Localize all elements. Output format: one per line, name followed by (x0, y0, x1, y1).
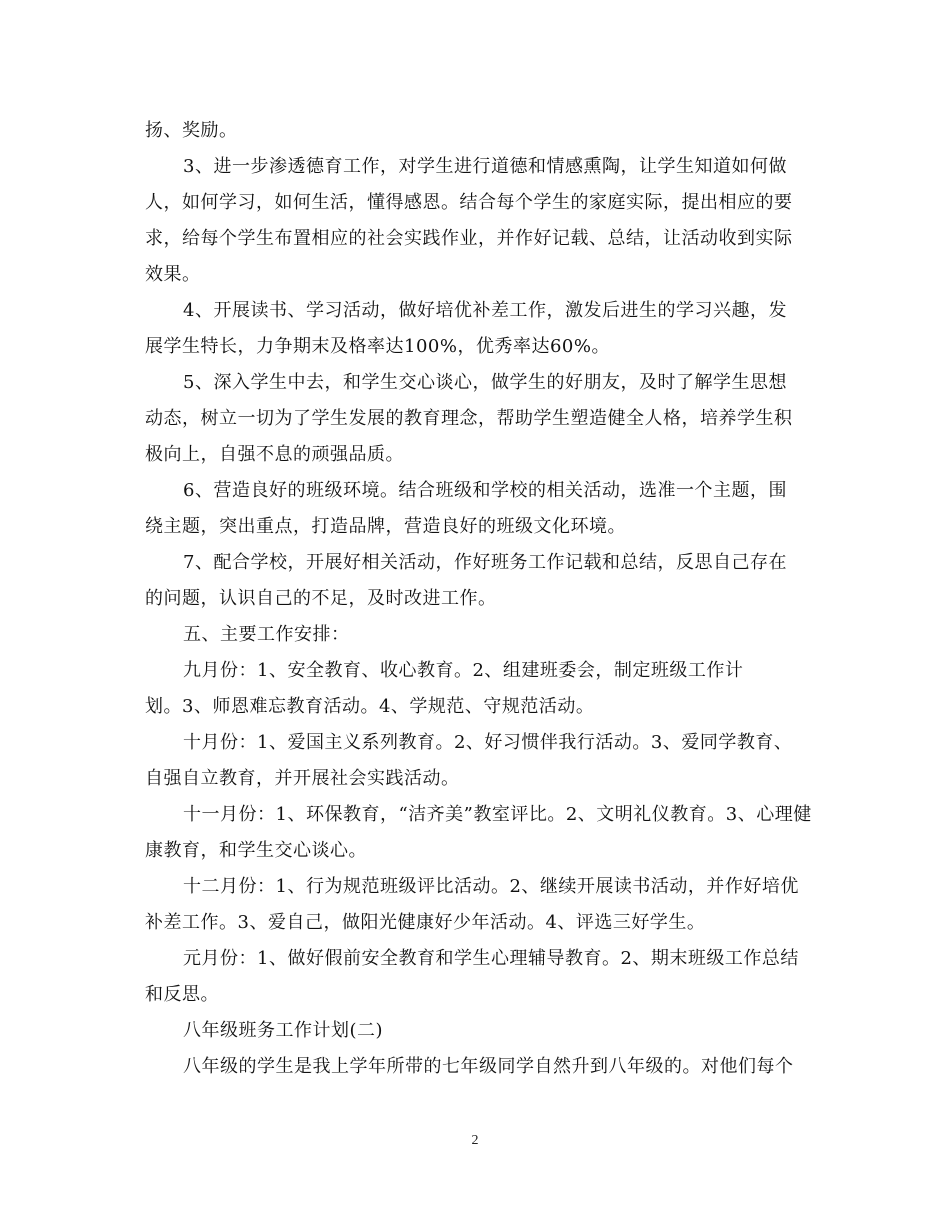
text-line: 极向上，自强不息的顽强品质。 (145, 444, 404, 465)
section-heading: 五、主要工作安排： (183, 624, 350, 645)
document-body (145, 113, 812, 1085)
page-number: 2 (471, 1133, 479, 1148)
text-line: 3、进一步渗透德育工作，对学生进行道德和情感熏陶，让学生知道如何做 (183, 156, 787, 177)
text-line: 扬、奖励。 (145, 120, 238, 141)
text-line: 八年级的学生是我上学年所带的七年级同学自然升到八年级的。对他们每个 (183, 1056, 794, 1077)
text-line: 动态，树立一切为了学生发展的教育理念，帮助学生塑造健全人格，培养学生积 (145, 408, 793, 429)
section-title: 八年级班务工作计划(二) (183, 1020, 384, 1041)
text-line: 十月份：1、爱国主义系列教育。2、好习惯伴我行活动。3、爱同学教育、 (183, 732, 793, 753)
text-line: 十二月份：1、行为规范班级评比活动。2、继续开展读书活动，并作好培优 (183, 876, 799, 897)
text-line: 划。3、师恩难忘教育活动。4、学规范、守规范活动。 (145, 696, 595, 717)
text-line: 的问题，认识自己的不足，及时改进工作。 (145, 588, 497, 609)
text-line: 元月份：1、做好假前安全教育和学生心理辅导教育。2、期末班级工作总结 (183, 948, 799, 969)
text-line: 5、深入学生中去，和学生交心谈心，做学生的好朋友，及时了解学生思想 (183, 372, 787, 393)
text-line: 和反思。 (145, 984, 219, 1005)
text-line: 绕主题，突出重点，打造品牌，营造良好的班级文化环境。 (145, 516, 626, 537)
text-line: 6、营造良好的班级环境。结合班级和学校的相关活动，选准一个主题，围 (183, 480, 787, 501)
text-line: 求，给每个学生布置相应的社会实践作业，并作好记载、总结，让活动收到实际 (145, 228, 793, 249)
text-line: 康教育，和学生交心谈心。 (145, 840, 367, 861)
text-line: 自强自立教育，并开展社会实践活动。 (145, 768, 460, 789)
text-line: 效果。 (145, 264, 201, 285)
text-line: 人，如何学习，如何生活，懂得感恩。结合每个学生的家庭实际，提出相应的要 (145, 192, 793, 213)
text-line: 4、开展读书、学习活动，做好培优补差工作，激发后进生的学习兴趣，发 (183, 300, 787, 321)
text-line: 补差工作。3、爱自己，做阳光健康好少年活动。4、评选三好学生。 (145, 912, 706, 933)
text-line: 十一月份：1、环保教育，“洁齐美”教室评比。2、文明礼仪教育。3、心理健 (183, 804, 812, 825)
text-line: 展学生特长，力争期末及格率达100%，优秀率达60%。 (145, 336, 610, 357)
text-line: 九月份：1、安全教育、收心教育。2、组建班委会，制定班级工作计 (183, 660, 744, 681)
text-line: 7、配合学校，开展好相关活动，作好班务工作记载和总结，反思自己存在 (183, 552, 787, 573)
